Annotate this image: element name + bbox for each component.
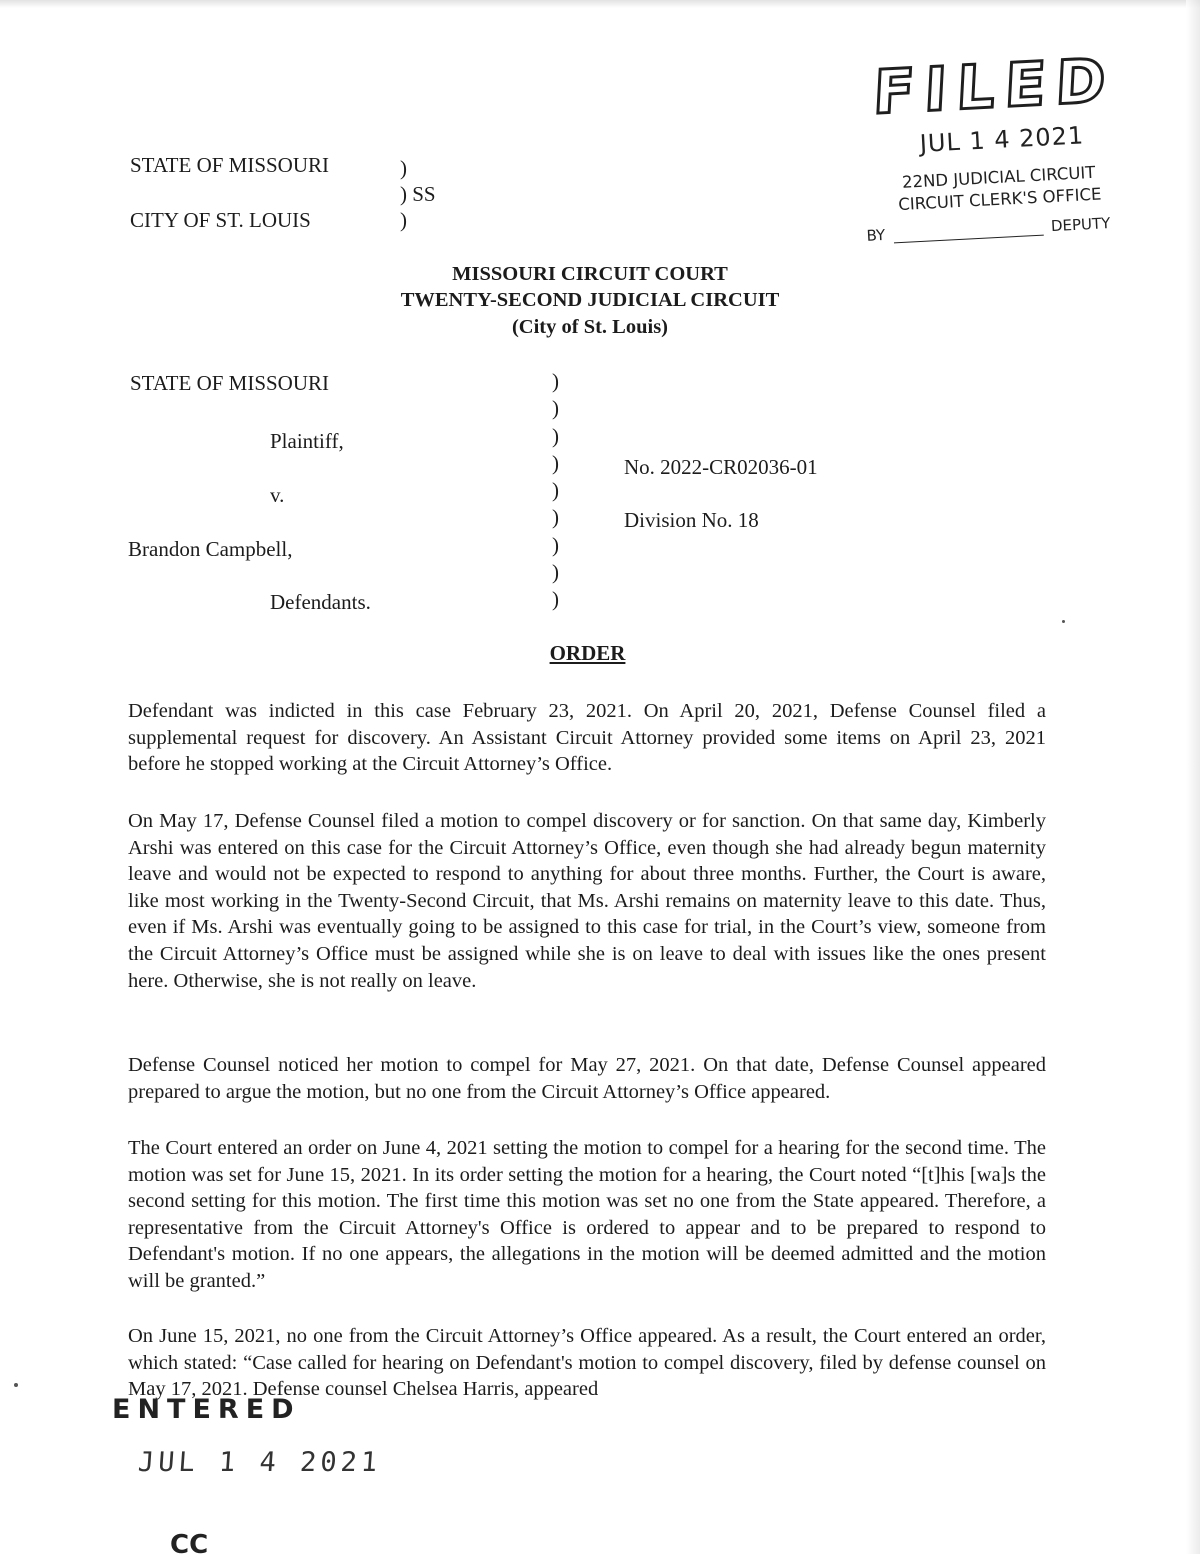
plaintiff-label: Plaintiff, <box>270 429 344 453</box>
caption-paren-column: ) ) ) ) ) ) ) ) ) <box>552 369 559 612</box>
entered-stamp: ENTERED <box>112 1394 301 1425</box>
case-number: No. 2022-CR02036-01 <box>624 455 818 479</box>
filed-stamp-circuit: 22ND JUDICIAL CIRCUIT <box>901 162 1096 192</box>
scan-speck <box>14 1383 18 1387</box>
paragraph: Defense Counsel noticed her motion to compel for May 27, 2021. On that date, Defense Counsel appeared prepared to argue the motion, but no one from the Circuit Attorney’s Office appeared. <box>128 1054 1046 1103</box>
venue-state: STATE OF MISSOURI <box>130 153 330 177</box>
paragraph: Defendant was indicted in this case February 23, 2021. On April 20, 2021, Defense Counsel filed a supplemental request for discovery. An Assistant Circuit Attorney provided some items on April 23, 2021 before he stopped working at the Circuit Attorney’s Office. <box>128 700 1046 776</box>
defendant-name: Brandon Campbell, <box>128 537 293 561</box>
paragraph: The Court entered an order on June 4, 2021 setting the motion to compel for a hearing for the second time. The motion was set for June 15, 2021. In its order setting the motion for a hearing, the Court noted “[t]his [wa]s the second setting for this motion. The first time this motion was set no one from the State appeared. Therefore, a representative from the Circuit Attorney's Office is ordered to appear and to be prepared to respond to Defendant's motion. If no one appears, the allegations in the motion will be deemed admitted and the motion will be granted.” <box>128 1137 1046 1292</box>
signature-rule <box>893 223 1043 244</box>
venue-ss: ) SS <box>400 182 436 206</box>
venue-city: CITY OF ST. LOUIS <box>130 208 311 232</box>
order-heading: ORDER <box>549 641 626 665</box>
court-city: (City of St. Louis) <box>511 316 669 338</box>
court-circuit: TWENTY-SECOND JUDICIAL CIRCUIT <box>400 289 780 311</box>
scan-edge-top <box>0 0 1200 8</box>
venue-paren: ) <box>400 156 407 180</box>
division-number: Division No. 18 <box>624 508 759 532</box>
clerk-initials: CC <box>170 1530 209 1560</box>
scan-speck <box>1062 620 1065 623</box>
entered-stamp-date: JUL 1 4 2021 <box>136 1447 383 1478</box>
paragraph: On June 15, 2021, no one from the Circuit Attorney’s Office appeared. As a result, the Court entered an order, which stated: “Case called for hearing on Defendant's motion to compel discovery, filed by defense counsel on May 17, 2021. Defense counsel Chelsea Harris, appeared <box>128 1325 1046 1401</box>
filed-stamp-word: FILED <box>871 45 1118 129</box>
filed-stamp-office: CIRCUIT CLERK'S OFFICE <box>897 184 1102 215</box>
defendant-label: Defendants. <box>270 590 371 614</box>
filed-stamp <box>855 43 1135 247</box>
filed-stamp-deputy: DEPUTY <box>1050 214 1111 236</box>
court-title: MISSOURI CIRCUIT COURT <box>452 263 728 285</box>
filed-stamp-date: JUL 1 4 2021 <box>919 121 1085 158</box>
paragraph: On May 17, Defense Counsel filed a motion to compel discovery or for sanction. On that same day, Kimberly Arshi was entered on this case for the Circuit Attorney’s Office, even though she had already begun maternity leave and would not be expected to respond to anything for about three months. Further, the Court is aware, like most working in the Twenty-Second Circuit, that Ms. Arshi remains on maternity leave to this date. Thus, even if Ms. Arshi was eventually going to be assigned to this case for trial, in the Court’s view, someone from the Circuit Attorney’s Office must be assigned while she is on leave to deal with issues like the ones present here. Otherwise, she is not really on leave. <box>128 810 1046 992</box>
filed-stamp-signature-line <box>866 214 1111 245</box>
scan-edge-right <box>1186 0 1200 1554</box>
versus: v. <box>270 483 285 507</box>
filed-stamp-by: BY <box>866 225 886 245</box>
venue-paren: ) <box>400 208 407 232</box>
plaintiff-name: STATE OF MISSOURI <box>130 371 330 395</box>
